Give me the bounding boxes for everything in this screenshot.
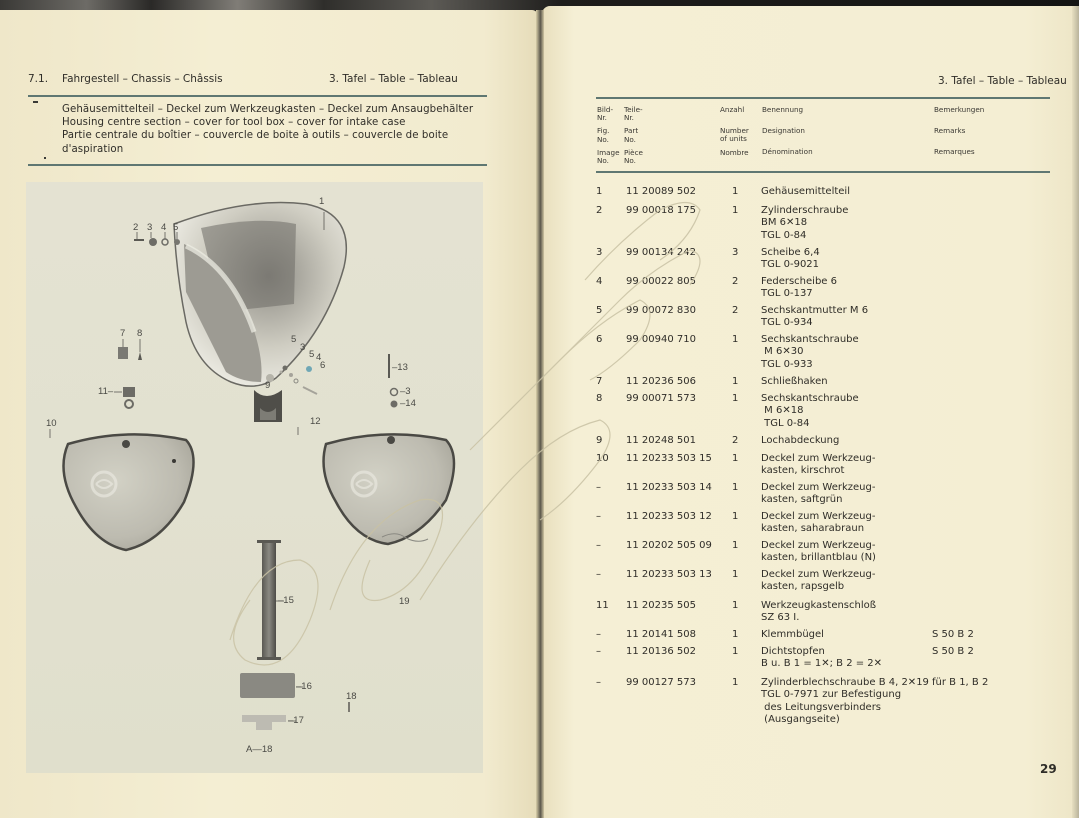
cell-quantity: 1 [732, 600, 739, 611]
cell-part-number: 11 20233 503 13 [626, 569, 712, 580]
cell-part-number: 11 20236 506 [626, 376, 696, 387]
cell-designation: Werkzeugkastenschloß SZ 63 I. [761, 600, 877, 624]
cell-designation: Gehäusemittelteil [761, 186, 850, 197]
callout-10: 10 [46, 418, 57, 429]
cell-quantity: 2 [732, 276, 739, 287]
cell-fig-number: 3 [596, 247, 603, 258]
cell-quantity: 1 [732, 482, 739, 493]
cell-part-number: 99 00022 805 [626, 276, 696, 287]
callout-16: –16 [296, 681, 312, 692]
clamp-bracket [242, 715, 286, 730]
cell-designation: Deckel zum Werkzeug- kasten, brillantblau (N) [761, 540, 876, 564]
callout-5b: 5 [291, 334, 297, 345]
cell-fig-number: – [596, 540, 601, 551]
table-label-left: 3. Tafel – Table – Tableau [329, 73, 458, 85]
callout-1: 1 [319, 196, 325, 207]
cell-quantity: 3 [732, 247, 739, 258]
callout-7: 7 [120, 328, 126, 339]
description-fr: Partie centrale du boîtier – couvercle de boite à outils – couvercle de boite [62, 130, 449, 142]
cell-part-number: 11 20233 503 12 [626, 511, 712, 522]
cell-part-number: 11 20233 503 14 [626, 482, 712, 493]
cell-part-number: 99 00072 830 [626, 305, 696, 316]
description-fr-cont: d'aspiration [62, 143, 124, 155]
screw-washer-set [134, 238, 180, 246]
col-name-header: Benennung Designation Dénomination [762, 105, 813, 157]
tube-flange-top [257, 540, 281, 543]
cell-fig-number: 10 [596, 453, 609, 464]
callout-15: –15 [278, 595, 294, 606]
col-remarks-header: Bemerkungen Remarks Remarques [934, 105, 985, 157]
cell-designation: Deckel zum Werkzeug- kasten, saftgrün [761, 482, 876, 506]
cell-designation: Klemmbügel [761, 629, 824, 640]
table-label-right: 3. Tafel – Table – Tableau [938, 75, 1067, 87]
cell-designation: Zylinderschraube BM 6✕18 TGL 0-84 [761, 205, 849, 241]
cell-fig-number: 7 [596, 376, 603, 387]
cell-part-number: 11 20089 502 [626, 186, 696, 197]
page-edge [1072, 6, 1079, 818]
cell-quantity: 1 [732, 540, 739, 551]
section-number: 7.1. [28, 73, 49, 85]
toolbox-cover-left [64, 434, 194, 550]
cell-quantity: 1 [732, 205, 739, 216]
table-header-rule-bottom [596, 171, 1050, 173]
cell-part-number: 11 20248 501 [626, 435, 696, 446]
cell-quantity: 1 [732, 629, 739, 640]
cell-designation: Lochabdeckung [761, 435, 840, 446]
cell-part-number: 11 20136 502 [626, 646, 696, 657]
exploded-view-photo [26, 182, 483, 773]
callout-6: 6 [320, 360, 326, 371]
cell-part-number: 99 00127 573 [626, 677, 696, 688]
cell-remarks: für B 1, B 2 [932, 677, 989, 688]
callout-12: 12 [310, 416, 321, 427]
callout-4: 4 [161, 222, 167, 233]
cell-fig-number: 11 [596, 600, 609, 611]
cell-quantity: 1 [732, 677, 739, 688]
callout-8: 8 [137, 328, 143, 339]
cell-part-number: 11 20141 508 [626, 629, 696, 640]
fastener-cluster [280, 366, 318, 395]
callout-5c: 5 [309, 349, 315, 360]
cell-part-number: 11 20233 503 15 [626, 453, 712, 464]
cell-fig-number: – [596, 646, 601, 657]
cell-remarks: S 50 B 2 [932, 646, 974, 657]
callout-13: –13 [392, 362, 408, 373]
callout-19: 19 [399, 596, 410, 607]
cell-designation: Dichtstopfen B u. B 1 = 1✕; B 2 = 2✕ [761, 646, 883, 670]
cell-quantity: 1 [732, 453, 739, 464]
callout-3c: –3 [400, 386, 411, 397]
toolbox-lock [123, 387, 135, 408]
callout-14: –14 [400, 398, 416, 409]
cell-part-number: 99 00940 710 [626, 334, 696, 345]
callout-18: 18 [346, 691, 357, 702]
cell-fig-number: 1 [596, 186, 603, 197]
intake-case [240, 673, 295, 698]
cell-fig-number: 9 [596, 435, 603, 446]
toolbox-cover-right [324, 434, 454, 544]
cell-designation: Scheibe 6,4 TGL 0-9021 [761, 247, 820, 271]
hole-cover [254, 390, 282, 422]
tube-flange-bottom [257, 657, 281, 660]
cell-fig-number: 2 [596, 205, 603, 216]
parts-illustration [26, 182, 483, 773]
cell-designation: Deckel zum Werkzeug- kasten, saharabraun [761, 511, 876, 535]
callout-a18: A—18 [246, 744, 273, 755]
section-title: Fahrgestell – Chassis – Châssis [62, 73, 223, 85]
description-block [62, 103, 487, 156]
margin-mark [44, 157, 46, 159]
cell-designation: Zylinderblechschraube B 4, 2✕19 TGL 0-7971 zur Befestigung des Leitungsverbinders (Ausgangseite) [761, 677, 929, 726]
cell-fig-number: – [596, 482, 601, 493]
callout-9: 9 [265, 380, 271, 391]
cell-quantity: 2 [732, 305, 739, 316]
header-rule-bottom [28, 164, 487, 166]
description-de: Gehäusemittelteil – Deckel zum Werkzeugkasten – Deckel zum Ansaugbehälter [62, 104, 474, 115]
margin-mark [33, 101, 38, 103]
latch-hook [118, 347, 142, 360]
cell-part-number: 99 00071 573 [626, 393, 696, 404]
cell-quantity: 1 [732, 393, 739, 404]
col-part-header: Teile- Nr. Part No. Pièce No. [624, 105, 643, 166]
description-en: Housing centre section – cover for tool box – cover for intake case [62, 117, 406, 129]
cell-fig-number: 6 [596, 334, 603, 345]
cell-fig-number: 5 [596, 305, 603, 316]
cell-quantity: 2 [732, 435, 739, 446]
cell-designation: Sechskantschraube M 6✕18 TGL 0-84 [761, 393, 859, 429]
callout-2: 2 [133, 222, 139, 233]
cell-part-number: 99 00018 175 [626, 205, 696, 216]
table-header-rule-top [596, 97, 1050, 99]
callout-3b: 3 [300, 342, 306, 353]
callout-3: 3 [147, 222, 153, 233]
cell-designation: Schließhaken [761, 376, 828, 387]
cell-quantity: 1 [732, 334, 739, 345]
callout-17: –17 [288, 715, 304, 726]
cell-designation: Deckel zum Werkzeug- kasten, kirschrot [761, 453, 876, 477]
cell-quantity: 1 [732, 569, 739, 580]
cell-quantity: 1 [732, 646, 739, 657]
cell-quantity: 1 [732, 376, 739, 387]
cell-fig-number: 4 [596, 276, 603, 287]
cell-designation: Sechskantmutter M 6 TGL 0-934 [761, 305, 869, 329]
cell-fig-number: – [596, 511, 601, 522]
cell-part-number: 99 00134 242 [626, 247, 696, 258]
callout-11: 11– [98, 386, 114, 397]
cell-designation: Federscheibe 6 TGL 0-137 [761, 276, 837, 300]
cell-fig-number: – [596, 569, 601, 580]
col-fig-header: Bild- Nr. Fig. No. Image No. [597, 105, 620, 166]
cell-designation: Deckel zum Werkzeug- kasten, rapsgelb [761, 569, 876, 593]
cell-fig-number: 8 [596, 393, 603, 404]
cell-quantity: 1 [732, 186, 739, 197]
callout-4b: 4 [316, 352, 322, 363]
intake-tube [262, 542, 276, 658]
cell-part-number: 11 20235 505 [626, 600, 696, 611]
cell-quantity: 1 [732, 511, 739, 522]
cell-fig-number: – [596, 629, 601, 640]
page-number: 29 [1040, 762, 1057, 776]
callout-5: 5 [173, 222, 179, 233]
header-rule-top [28, 95, 487, 97]
cell-remarks: S 50 B 2 [932, 629, 974, 640]
cell-designation: Sechskantschraube M 6✕30 TGL 0-933 [761, 334, 859, 370]
cell-part-number: 11 20202 505 09 [626, 540, 712, 551]
cell-fig-number: – [596, 677, 601, 688]
col-qty-header: Anzahl Number of units Nombre [720, 105, 749, 157]
book-spine [536, 10, 544, 818]
